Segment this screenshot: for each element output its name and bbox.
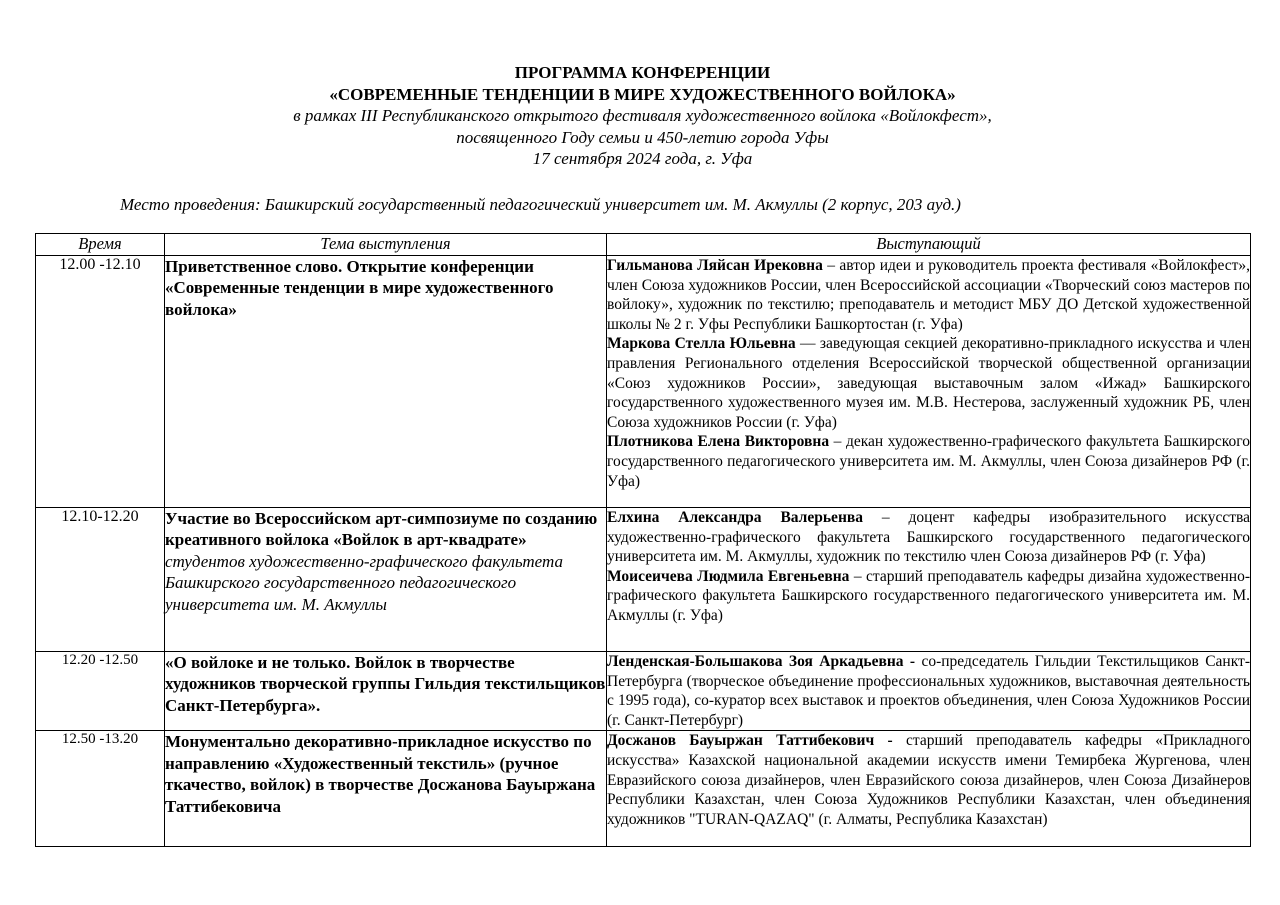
table-row xyxy=(36,507,1251,651)
table-row xyxy=(36,255,1251,507)
speaker-description: – старший преподаватель кафедры дизайна художественно-графического факультета Башкирского государственного педагогического университета им. М. Акмуллы (г. Уфа) xyxy=(607,567,1250,624)
conference-subtitle-1: в рамках III Республиканского открытого фестиваля художественного войлока «Войлокфест», xyxy=(293,106,992,126)
column-header-topic: Тема выступления xyxy=(165,233,607,255)
speaker-entry xyxy=(607,508,1250,567)
speaker-entry xyxy=(607,567,1250,626)
conference-title-line1: ПРОГРАММА КОНФЕРЕНЦИИ xyxy=(514,63,771,82)
speaker-description: со-председатель Гильдии Текстильщиков Санкт-Петербурга (творческое объединение профессиональных художников, выставочная деятельность с 1995 года), со-куратор всех выставок и проектов объединения, член Союза Художников России (г. Санкт-Петербург) xyxy=(607,652,1250,729)
speaker-entry xyxy=(607,652,1250,730)
speaker-name: Моисеичева Людмила Евгеньевна xyxy=(607,567,850,585)
topic-cell xyxy=(165,255,607,507)
speaker-description: – доцент кафедры изобразительного искусства художественно-графического факультета Башкирского государственного педагогического университета им. М. Акмуллы, художник по текстилю член Союза дизайнеров РФ (г. Уфа) xyxy=(607,508,1251,566)
time-cell: 12.50 -13.20 xyxy=(36,731,165,847)
speaker-description: старший преподаватель кафедры «Прикладного искусства» Казахской национальной академии искусств имени Темирбека Жургенова, член Евразийского союза дизайнеров, член Евразийского союза дизайнеров, член Союза Дизайнеров Республики Казахстан, член Союза Художников Республики Казахстан, член объединения художников "TURAN-QAZAQ" (г. Алматы, Республика Казахстан) xyxy=(607,732,1250,828)
document-header xyxy=(35,62,1250,170)
topic-cell xyxy=(165,651,607,730)
speaker-cell xyxy=(607,651,1251,730)
speaker-name: Гильманова Ляйсан Ирековна xyxy=(607,256,823,274)
speaker-name: Елхина Александра Валерьенва xyxy=(607,508,863,526)
column-header-time: Время xyxy=(36,233,165,255)
time-cell: 12.10-12.20 xyxy=(36,507,165,651)
speaker-description: — заведующая секцией декоративно-прикладного искусства и член правления Регионального отделения Всероссийской творческой общественной организации «Союз художников России», заведующая выставочным залом «Ижад» Башкирского государственного художественного музея им. М.В. Нестерова, заслуженный художник РБ, член Союза художников России (г. Уфа) xyxy=(607,335,1250,431)
speaker-entry xyxy=(607,334,1250,432)
speaker-name: Плотникова Елена Викторовна xyxy=(607,433,830,451)
conference-date-line: 17 сентября 2024 года, г. Уфа xyxy=(532,149,753,169)
time-cell: 12.00 -12.10 xyxy=(36,255,165,507)
speaker-cell xyxy=(607,507,1251,651)
topic-cell xyxy=(165,507,607,651)
topic-text: Приветственное слово. Открытие конференции «Современные тенденции в мире художественного войлока» xyxy=(165,256,554,319)
speaker-cell xyxy=(607,731,1251,847)
speaker-description: – автор идеи и руководитель проекта фестиваля «Войлокфест», член Союза художников России, член Всероссийской ассоциации «Творческий союз мастеров по войлоку», художник по текстилю; преподаватель и методист МБУ ДО Детской художественной школы № 2 г. Уфы Республики Башкортостан (г. Уфа) xyxy=(607,256,1251,333)
speaker-entry xyxy=(607,256,1250,334)
program-table xyxy=(35,233,1251,847)
topic-text: Участие во Всероссийском арт-симпозиуме по созданию креативного войлока «Войлок в арт-квадрате» xyxy=(165,508,598,550)
speaker-entry xyxy=(607,731,1250,829)
column-header-speaker: Выступающий xyxy=(607,233,1251,255)
topic-text: Монументально декоративно-прикладное искусство по направлению «Художественный текстиль» (ручное ткачество, войлок) в творчестве Досжанова Бауыржана Таттибековича xyxy=(165,732,596,816)
table-row xyxy=(36,731,1251,847)
speaker-cell xyxy=(607,255,1251,507)
speaker-name: Ленденская-Большакова Зоя Аркадьевна - xyxy=(607,652,916,670)
speaker-description: – декан художественно-графического факультета Башкирского государственного педагогического университета им. М. Акмуллы, член Союза дизайнеров РФ (г. Уфа) xyxy=(607,433,1250,490)
conference-subtitle-2: посвященного Году семьи и 450-летию города Уфы xyxy=(456,127,829,147)
venue-line: Место проведения: Башкирский государственный педагогический университет им. М. Акмуллы (2 корпус, 203 ауд.) xyxy=(120,194,961,214)
time-cell: 12.20 -12.50 xyxy=(36,651,165,730)
topic-text: «О войлоке и не только. Войлок в творчестве художников творческой группы Гильдия текстильщиков Санкт-Петербурга». xyxy=(165,652,606,715)
table-header-row xyxy=(36,233,1251,255)
topic-cell xyxy=(165,731,607,847)
topic-subtext: студентов художественно-графического факультета Башкирского государственного педагогического университета им. М. Акмуллы xyxy=(165,551,563,614)
table-row xyxy=(36,651,1251,730)
speaker-entry xyxy=(607,432,1250,491)
speaker-name: Маркова Стелла Юльевна xyxy=(607,335,796,353)
speaker-name: Досжанов Бауыржан Таттибекович - xyxy=(607,732,893,750)
conference-title-line2: «СОВРЕМЕННЫЕ ТЕНДЕНЦИИ В МИРЕ ХУДОЖЕСТВЕННОГО ВОЙЛОКА» xyxy=(329,84,956,104)
